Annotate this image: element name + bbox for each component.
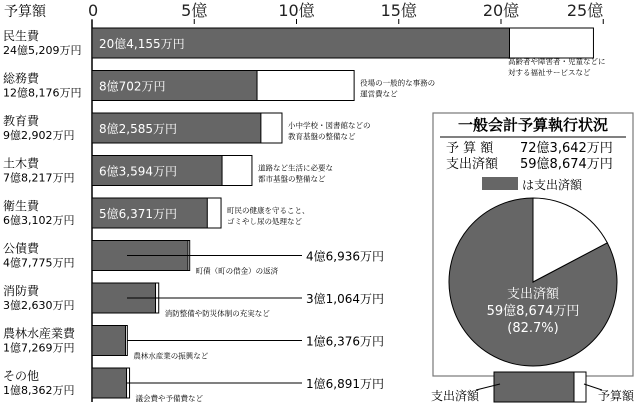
budget-label: 7億8,217万円 (3, 171, 75, 185)
x-tick-label: 0 (88, 1, 99, 20)
note-text: 道路など生活に必要な (257, 163, 333, 173)
note-text: 町民の健康を守ること、 (227, 206, 310, 215)
spent-bar (92, 368, 127, 398)
pie-inner-label: 59億8,674万円 (486, 304, 580, 319)
panel-title: 一般会計予算執行状況 (457, 116, 609, 134)
spent-value-label: 8億702万円 (99, 79, 166, 94)
spent-value-label: 8億2,585万円 (99, 122, 177, 136)
spent-bar (92, 326, 125, 356)
note-text: 対する福祉サービスなど (508, 68, 591, 77)
x-tick-label: 5億 (181, 1, 208, 20)
spent-value-label: 1億6,376万円 (306, 334, 384, 349)
key-budget-label: 予算額 (598, 389, 635, 403)
note-text: 運営費など (360, 89, 398, 99)
category-label: その他 (3, 369, 40, 383)
summary-label: 支出済額 (446, 157, 499, 172)
y-axis-title: 予算額 (4, 4, 46, 20)
spent-value-label: 1億6,891万円 (306, 377, 384, 391)
summary-panel (433, 113, 633, 376)
category-label: 公債費 (3, 241, 40, 256)
pie-inner-label: (82.7%) (507, 321, 559, 336)
note-text: ゴミやし尿の処理など (227, 217, 303, 226)
note-text: 農林水産業の振興など (133, 351, 209, 361)
key-spent-label: 支出済額 (431, 389, 480, 403)
budget-label: 12億8,176万円 (3, 86, 82, 100)
note-text: 高齢者や障害者・児童などに (508, 57, 606, 66)
key-spent-bar (494, 372, 574, 402)
bar-key (431, 372, 635, 403)
category-label: 総務費 (3, 71, 40, 86)
legend-text: は支出済額 (522, 178, 583, 192)
spent-value-label: 4億6,936万円 (306, 249, 384, 264)
x-tick-label: 15億 (380, 1, 417, 20)
note-text: 都市基盤の整備など (257, 174, 326, 184)
summary-value: 72億3,642万円 (520, 141, 613, 156)
x-tick-label: 20億 (482, 1, 520, 20)
note-text: 小中学校・図書館などの (287, 121, 371, 130)
spent-value-label: 3億1,064万円 (306, 292, 384, 306)
spent-value-label: 20億4,155万円 (99, 37, 185, 51)
note-text: 教育基盤の整備など (287, 132, 356, 141)
pie-inner-label: 支出済額 (506, 287, 560, 302)
category-label: 衛生費 (3, 199, 40, 213)
note-text: 役場の一般的な事務の (360, 78, 436, 88)
summary-value: 59億8,674万円 (520, 157, 613, 172)
category-label: 農林水産業費 (3, 326, 76, 341)
budget-label: 1億7,269万円 (3, 341, 75, 355)
note-text: 消防整備や防災体制の充実など (164, 309, 270, 318)
category-label: 消防費 (3, 284, 40, 298)
budget-label: 24億5,209万円 (3, 44, 82, 57)
category-label: 教育費 (3, 114, 40, 128)
spent-value-label: 5億6,371万円 (99, 207, 177, 221)
x-tick-label: 25億 (566, 1, 604, 20)
spent-value-label: 6億3,594万円 (99, 164, 177, 179)
note-text: 町債（町の借金）の返済 (195, 266, 279, 276)
budget-label: 6億3,102万円 (3, 214, 75, 227)
budget-label: 4億7,775万円 (3, 256, 75, 270)
budget-label: 3億2,630万円 (3, 299, 75, 312)
summary-label: 予 算 額 (446, 141, 494, 156)
category-label: 土木費 (3, 156, 40, 171)
category-label: 民生費 (3, 29, 40, 43)
budget-label: 9億2,902万円 (3, 129, 75, 142)
budget-label: 1億8,362万円 (3, 384, 75, 397)
x-tick-label: 10億 (278, 1, 315, 20)
legend-swatch (482, 177, 518, 190)
note-text: 議会費や予備費など (135, 394, 204, 403)
